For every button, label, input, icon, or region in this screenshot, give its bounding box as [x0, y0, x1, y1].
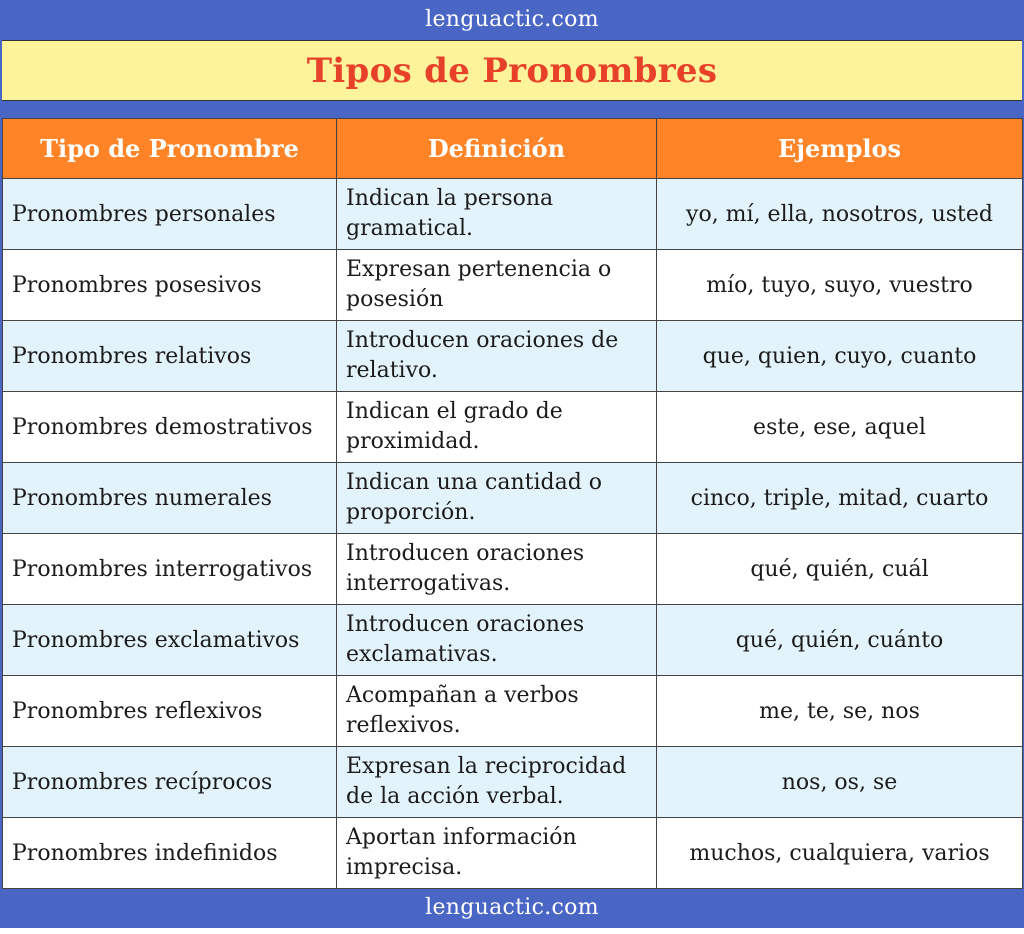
- table-row: [3, 179, 1023, 250]
- table-row: [3, 818, 1023, 889]
- table-row: [3, 392, 1023, 463]
- table-header-row: [3, 119, 1023, 179]
- pronoun-type: Pronombres personales: [3, 179, 337, 250]
- pronoun-table: [2, 118, 1023, 889]
- pronoun-definition: Expresan pertenencia o posesión: [337, 250, 657, 321]
- pronoun-examples: nos, os, se: [657, 747, 1023, 818]
- table-row: [3, 676, 1023, 747]
- pronoun-examples: este, ese, aquel: [657, 392, 1023, 463]
- pronoun-type: Pronombres posesivos: [3, 250, 337, 321]
- pronoun-definition: Introducen oraciones interrogativas.: [337, 534, 657, 605]
- pronoun-definition: Expresan la reciprocidad de la acción verbal.: [337, 747, 657, 818]
- pronoun-definition: Introducen oraciones de relativo.: [337, 321, 657, 392]
- pronoun-examples: qué, quién, cuánto: [657, 605, 1023, 676]
- header-ejemplos: Ejemplos: [657, 119, 1023, 179]
- pronoun-examples: que, quien, cuyo, cuanto: [657, 321, 1023, 392]
- pronoun-definition: Introducen oraciones exclamativas.: [337, 605, 657, 676]
- pronoun-type: Pronombres numerales: [3, 463, 337, 534]
- pronoun-definition: Acompañan a verbos reflexivos.: [337, 676, 657, 747]
- pronoun-type: Pronombres indefinidos: [3, 818, 337, 889]
- table-row: [3, 747, 1023, 818]
- pronoun-type: Pronombres demostrativos: [3, 392, 337, 463]
- table-row: [3, 463, 1023, 534]
- pronoun-type: Pronombres reflexivos: [3, 676, 337, 747]
- pronoun-definition: Aportan información imprecisa.: [337, 818, 657, 889]
- header-tipo: Tipo de Pronombre: [3, 119, 337, 179]
- pronoun-definition: Indican la persona gramatical.: [337, 179, 657, 250]
- pronoun-type: Pronombres relativos: [3, 321, 337, 392]
- pronoun-examples: mío, tuyo, suyo, vuestro: [657, 250, 1023, 321]
- pronoun-examples: muchos, cualquiera, varios: [657, 818, 1023, 889]
- site-name-top: lenguactic.com: [425, 6, 599, 32]
- table-row: [3, 605, 1023, 676]
- page-title: Tipos de Pronombres: [306, 50, 718, 91]
- table-row: [3, 534, 1023, 605]
- table-row: [3, 250, 1023, 321]
- pronoun-examples: yo, mí, ella, nosotros, usted: [657, 179, 1023, 250]
- table-row: [3, 321, 1023, 392]
- pronoun-type: Pronombres recíprocos: [3, 747, 337, 818]
- pronoun-examples: me, te, se, nos: [657, 676, 1023, 747]
- pronoun-examples: qué, quién, cuál: [657, 534, 1023, 605]
- pronoun-type: Pronombres exclamativos: [3, 605, 337, 676]
- title-banner: [2, 40, 1022, 101]
- pronoun-definition: Indican una cantidad o proporción.: [337, 463, 657, 534]
- site-name-bottom: lenguactic.com: [425, 894, 599, 920]
- pronoun-examples: cinco, triple, mitad, cuarto: [657, 463, 1023, 534]
- pronoun-type: Pronombres interrogativos: [3, 534, 337, 605]
- pronoun-definition: Indican el grado de proximidad.: [337, 392, 657, 463]
- header-definicion: Definición: [337, 119, 657, 179]
